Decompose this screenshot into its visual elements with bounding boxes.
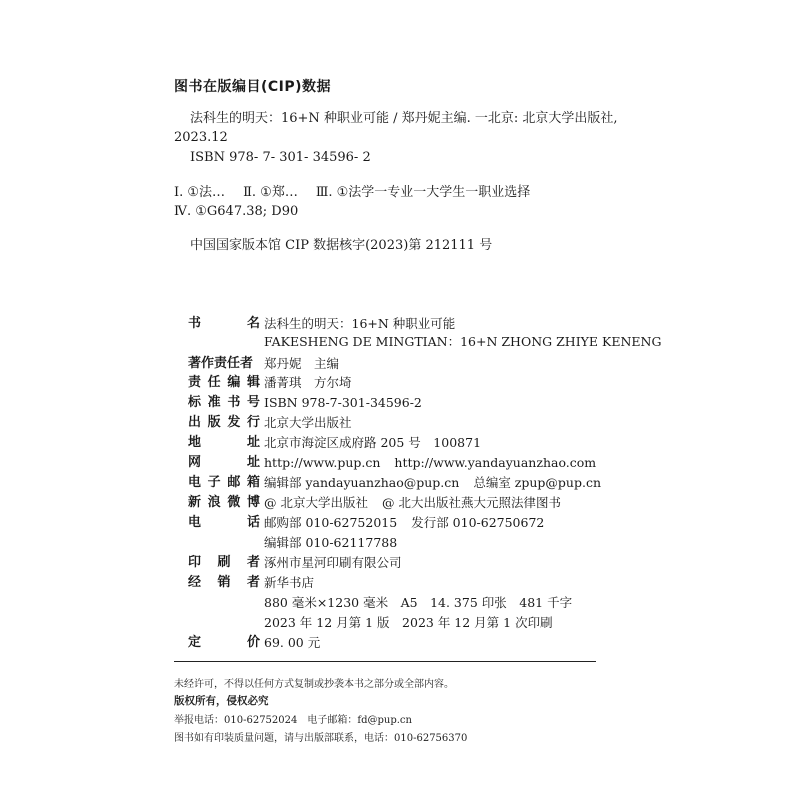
weibo-yanda: @ 北大出版社燕大元照法律图书 <box>381 495 561 510</box>
cip-record-number: 中国国家版本馆 CIP 数据核字(2023)第 212111 号 <box>190 238 493 253</box>
value-phone <box>264 512 544 534</box>
value-author: 郑丹妮 主编 <box>264 356 340 371</box>
label-distributor: 经 销 者 <box>188 575 260 590</box>
phone-distribution: 发行部 010-62750672 <box>411 515 545 530</box>
phone-mail-order: 邮购部 010-62752015 <box>264 515 398 530</box>
label-email: 电 子 邮 箱 <box>188 475 260 490</box>
value-title: 法科生的明天：16+N 种职业可能 <box>264 316 456 331</box>
label-title: 书 名 <box>188 316 260 331</box>
label-phone: 电 话 <box>188 515 260 530</box>
footer-copy-notice: 未经许可，不得以任何方式复制或抄袭本书之部分或全部内容。 <box>174 679 454 690</box>
value-spec: 880 毫米×1230 毫米 A5 14. 375 印张 481 千字 <box>264 595 573 610</box>
weibo-pup: @ 北京大学出版社 <box>264 495 368 510</box>
email-editorial: 编辑部 yandayuanzhao@pup.cn <box>264 475 460 490</box>
value-weibo <box>264 492 561 514</box>
value-email <box>264 472 601 494</box>
cip-classification <box>174 181 530 200</box>
label-price: 定 价 <box>188 635 260 650</box>
label-author: 著作责任者 <box>188 356 254 371</box>
label-editor: 责 任 编 辑 <box>188 375 260 390</box>
cip-entry-line: 法科生的明天：16+N 种职业可能 / 郑丹妮主编. 一北京: 北京大学出版社, <box>190 111 618 126</box>
value-isbn: ISBN 978-7-301-34596-2 <box>264 395 422 410</box>
cip-isbn: ISBN 978- 7- 301- 34596- 2 <box>190 150 371 165</box>
label-printer: 印 刷 者 <box>188 555 260 570</box>
cip-entry-date: 2023.12 <box>174 130 228 145</box>
cip-class-1: Ⅰ. ①法… <box>174 185 226 200</box>
value-address: 北京市海淀区成府路 205 号 100871 <box>264 435 482 450</box>
website-link-yanda[interactable]: http://www.yandayuanzhao.com <box>394 455 597 470</box>
email-chief-office: 总编室 zpup@pup.cn <box>473 475 602 490</box>
cip-title: 图书在版编目(CIP)数据 <box>174 79 332 95</box>
footer-rights-reserved: 版权所有，侵权必究 <box>174 695 269 707</box>
divider-line <box>174 661 596 662</box>
label-publisher: 出 版 发 行 <box>188 415 260 430</box>
cip-class-4: Ⅳ. ①G647.38; D90 <box>174 204 299 219</box>
value-website <box>264 452 596 474</box>
cip-class-3: Ⅲ. ①法学一专业一大学生一职业选择 <box>315 185 531 200</box>
value-price: 69. 00 元 <box>264 635 321 650</box>
label-website: 网 址 <box>188 455 260 470</box>
value-publisher: 北京大学出版社 <box>264 415 352 430</box>
footer-quality-contact: 图书如有印装质量问题，请与出版部联系，电话：010-62756370 <box>174 733 468 744</box>
footer-report-contacts <box>174 711 412 726</box>
value-distributor: 新华书店 <box>264 575 315 590</box>
website-link-pup[interactable]: http://www.pup.cn <box>264 455 381 470</box>
label-isbn: 标 准 书 号 <box>188 395 260 410</box>
value-printer: 涿州市星河印刷有限公司 <box>264 555 402 570</box>
value-editor: 潘菁琪 方尔埼 <box>264 375 352 390</box>
value-edition: 2023 年 12 月第 1 版 2023 年 12 月第 1 次印刷 <box>264 615 553 630</box>
footer-report-phone: 举报电话：010-62752024 <box>174 715 298 726</box>
footer-report-email: 电子邮箱：fd@pup.cn <box>307 715 412 726</box>
label-address: 地 址 <box>188 435 260 450</box>
cip-class-2: Ⅱ. ①郑… <box>243 185 298 200</box>
value-title-pinyin: FAKESHENG DE MINGTIAN：16+N ZHONG ZHIYE KENENG <box>264 334 662 349</box>
label-weibo: 新 浪 微 博 <box>188 495 260 510</box>
phone-editorial: 编辑部 010-62117788 <box>264 535 398 550</box>
